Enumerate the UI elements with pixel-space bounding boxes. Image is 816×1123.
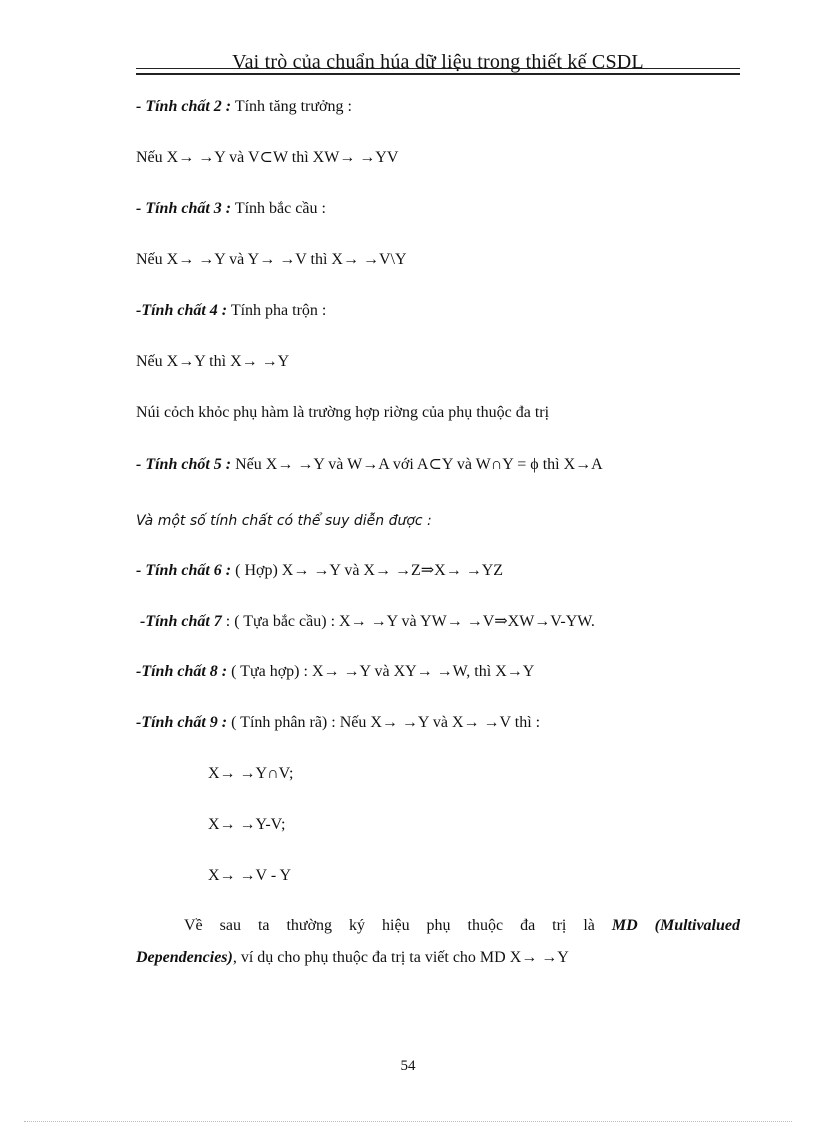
header-double-rule [136,68,740,75]
decomposition-line: X→ →Y-V; [208,816,286,833]
formula-line: Nếu X→ →Y và V⊂W thì XW→ →YV [136,149,399,166]
decomposition-line: X→ →V - Y [208,867,292,884]
property-text: : ( Tựa bắc cầu) : X→ →Y và YW→ →V⇒XW→V-YW. [221,613,595,630]
property-label: -Tính chất 4 : [136,302,228,319]
property-label: -Tính chất 7 [140,613,222,630]
property-label: -Tính chất 9 : [136,714,228,731]
derived-properties-heading: Và một số tính chất có thể suy diễn được : [136,513,432,529]
md-paragraph [136,916,740,936]
property-text: Tính bắc cầu : [231,200,326,217]
formula-line: Nếu X→ →Y và Y→ →V thì X→ →V\Y [136,251,407,268]
property-text: ( Hợp) X→ →Y và X→ →Z⇒X→ →YZ [231,562,504,579]
property-label: - Tính chốt 5 : [136,456,232,473]
property-text: Tính pha trộn : [227,302,327,319]
property-2-line [136,97,352,117]
page-bottom-border [24,1121,792,1122]
property-8-line [136,662,534,682]
page-number: 54 [400,1058,416,1074]
property-label: - Tính chất 3 : [136,200,232,217]
paragraph-text: Về sau ta thường ký hiệu phụ thuộc đa trị là [184,917,612,934]
paragraph-text: , ví dụ cho phụ thuộc đa trị ta viết cho MD X→ →Y [232,949,569,966]
property-text: ( Tính phân rã) : Nếu X→ →Y và X→ →V thì : [227,714,541,731]
md-paragraph-line-2 [136,948,569,968]
decomposition-line: X→ →Y∩V; [208,765,294,782]
property-label: - Tính chất 2 : [136,98,232,115]
property-5-line [136,455,603,475]
text-line: Núi cỏch khỏc phụ hàm là trường hợp riờng của phụ thuộc đa trị [136,404,550,421]
property-label: -Tính chất 8 : [136,663,228,680]
property-text: ( Tựa hợp) : X→ →Y và XY→ →W, thì X→Y [227,663,535,680]
property-6-line [136,561,503,581]
property-4-line [136,301,326,321]
paragraph-bold-term: Dependencies) [136,949,233,966]
property-7-line [140,612,595,632]
property-text: Tính tăng trưởng : [231,98,352,115]
property-label: - Tính chất 6 : [136,562,232,579]
page-header-title: Vai trò của chuẩn húa dữ liệu trong thiết kế CSDL [232,51,644,73]
property-text: Nếu X→ →Y và W→A với A⊂Y và W∩Y = ϕ thì X→A [231,456,603,473]
formula-line: Nếu X→Y thì X→ →Y [136,353,290,370]
property-9-line [136,713,540,733]
paragraph-bold-term: MD (Multivalued [611,917,740,934]
property-3-line [136,199,326,219]
